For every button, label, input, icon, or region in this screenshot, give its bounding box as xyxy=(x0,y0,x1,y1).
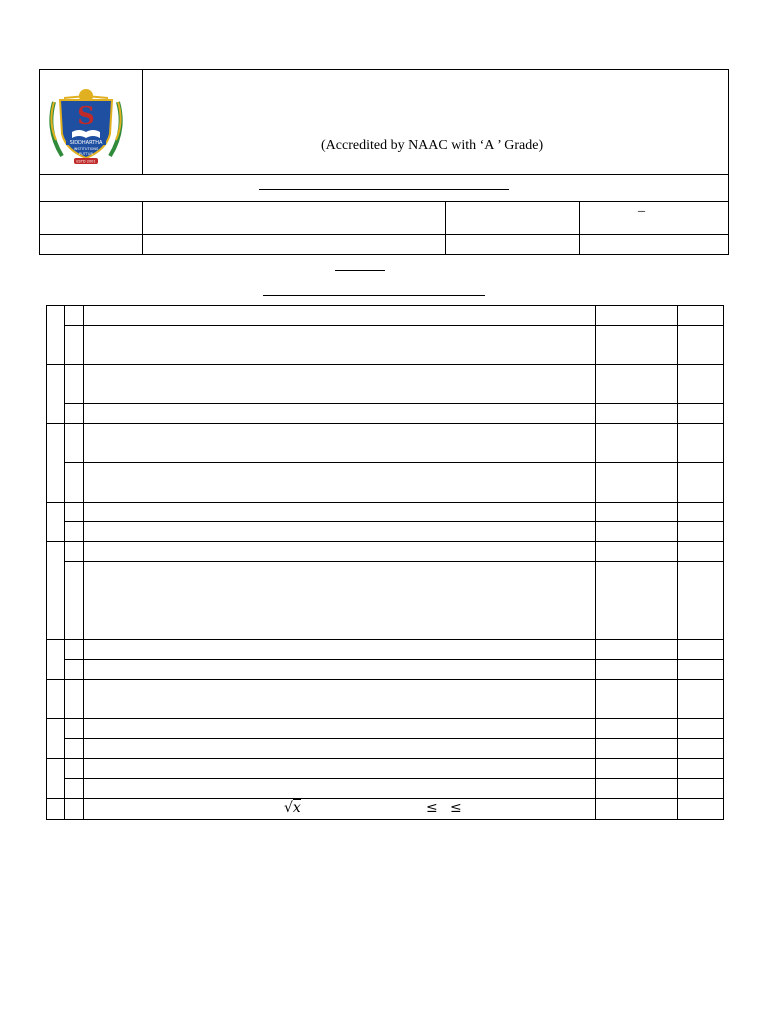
title-underline xyxy=(259,189,509,190)
institution-logo xyxy=(44,82,128,168)
svg-text:SIDDHARTHA: SIDDHARTHA xyxy=(69,140,103,146)
qtable-row-line xyxy=(64,325,724,326)
qtable-row-line xyxy=(64,738,724,739)
info-col-line-1 xyxy=(142,201,143,255)
qtable-group-line xyxy=(46,502,724,503)
qtable-row-line xyxy=(64,561,724,562)
qtable-group-line xyxy=(46,364,724,365)
section-underline-short xyxy=(335,270,385,271)
qtable-group-line xyxy=(46,679,724,680)
qtable-row-line xyxy=(64,403,724,404)
qtable-col-co xyxy=(677,305,678,820)
qtable-row-line xyxy=(64,462,724,463)
qtable-col-sub xyxy=(83,305,84,820)
info-cell-mark: _ xyxy=(638,199,645,214)
info-col-line-3 xyxy=(579,201,580,255)
svg-text:ESTD 2001: ESTD 2001 xyxy=(76,159,96,164)
info-col-line-2 xyxy=(445,201,446,255)
formula-leq-1: ≤ xyxy=(426,800,438,816)
formula-sqrt xyxy=(284,800,301,816)
qtable-group-line xyxy=(46,541,724,542)
formula-leq-2: ≤ xyxy=(450,800,462,816)
qtable-row-line xyxy=(64,521,724,522)
qtable-group-line xyxy=(46,423,724,424)
qtable-group-line xyxy=(46,639,724,640)
sqrt-variable: x xyxy=(292,800,301,816)
qtable-row-line xyxy=(64,659,724,660)
qtable-group-line xyxy=(46,718,724,719)
qtable-col-marks xyxy=(595,305,596,820)
logo-letter: S xyxy=(77,101,95,130)
svg-text:PUTTUR: PUTTUR xyxy=(79,152,93,156)
header-logo-divider xyxy=(142,69,143,175)
svg-text:INSTITUTIONS: INSTITUTIONS xyxy=(73,147,99,151)
qtable-group-line xyxy=(46,798,724,799)
section-underline-long xyxy=(263,295,485,296)
qtable-group-line xyxy=(46,758,724,759)
sqrt-symbol: √ xyxy=(284,800,293,816)
question-table xyxy=(46,305,724,820)
header-row-line-1 xyxy=(39,174,729,175)
accreditation-text: (Accredited by NAAC with ‘A ’ Grade) xyxy=(321,138,544,153)
qtable-col-unit xyxy=(64,305,65,820)
qtable-row-line xyxy=(64,778,724,779)
